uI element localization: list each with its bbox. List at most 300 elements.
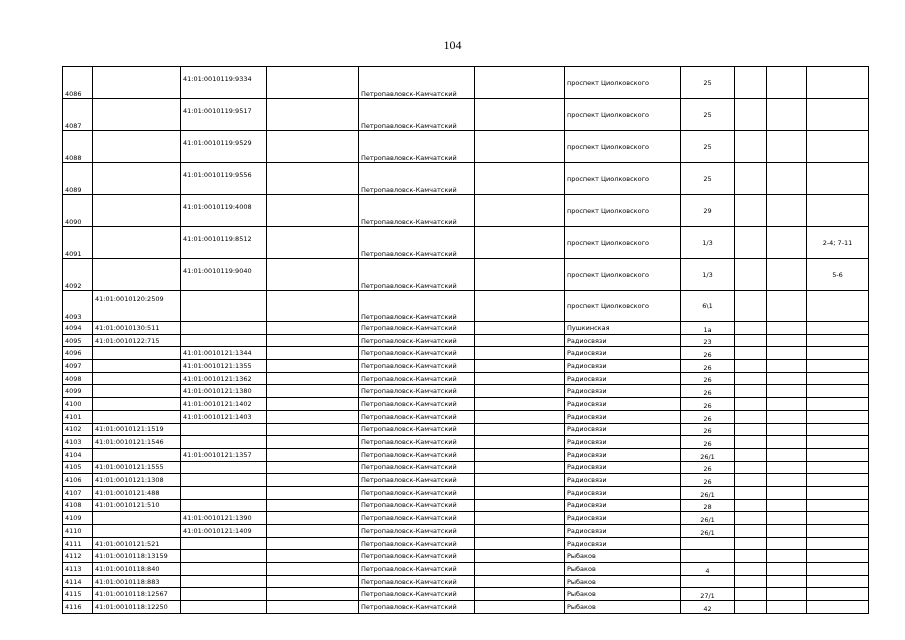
cadastral-number-1 [93,163,181,195]
house-cell: 25 [681,99,735,131]
cadastral-number-2: 41:01:0010119:9040 [181,259,267,291]
house-cell [681,537,735,550]
empty-cell [475,385,565,398]
extra-cell-1 [735,195,767,227]
empty-cell [267,461,359,474]
extra-cell-1 [735,550,767,563]
cadastral-number-1: 41:01:0010121:1308 [93,474,181,487]
table-row [63,131,869,163]
house-cell: 26/1 [681,512,735,525]
cadastral-number-2 [181,334,267,347]
street-cell: Радиосвязи [565,499,681,512]
street-cell: Радиосвязи [565,525,681,538]
city-cell: Петропавловск-Камчатский [359,601,475,614]
cadastral-number-1: 41:01:0010122:715 [93,334,181,347]
empty-cell [267,512,359,525]
extra-cell-3 [807,163,869,195]
extra-cell-1 [735,474,767,487]
empty-cell [475,436,565,449]
row-number: 4101 [63,410,93,423]
empty-cell [475,227,565,259]
house-cell: 28 [681,499,735,512]
extra-cell-3 [807,99,869,131]
extra-cell-3 [807,550,869,563]
extra-cell-2 [767,588,807,601]
cadastral-number-2: 41:01:0010121:1403 [181,410,267,423]
extra-cell-3 [807,398,869,411]
extra-cell-3 [807,385,869,398]
extra-cell-1 [735,385,767,398]
cadastral-number-1 [93,67,181,99]
extra-cell-3 [807,588,869,601]
extra-cell-2 [767,512,807,525]
cadastral-number-2: 41:01:0010121:1402 [181,398,267,411]
extra-cell-2 [767,563,807,576]
extra-cell-3 [807,131,869,163]
empty-cell [267,575,359,588]
city-cell: Петропавловск-Камчатский [359,512,475,525]
extra-cell-3 [807,436,869,449]
extra-cell-3 [807,334,869,347]
cadastral-number-1: 41:01:0010120:2509 [93,291,181,322]
extra-cell-2 [767,67,807,99]
empty-cell [475,423,565,436]
city-cell: Петропавловск-Камчатский [359,588,475,601]
empty-cell [475,550,565,563]
extra-cell-3 [807,563,869,576]
extra-cell-2 [767,195,807,227]
extra-cell-1 [735,67,767,99]
street-cell: проспект Циолковского [565,259,681,291]
city-cell: Петропавловск-Камчатский [359,525,475,538]
city-cell: Петропавловск-Камчатский [359,486,475,499]
extra-cell-1 [735,461,767,474]
house-cell: 26 [681,474,735,487]
cadastral-number-2: 41:01:0010119:4008 [181,195,267,227]
empty-cell [475,410,565,423]
extra-cell-1 [735,131,767,163]
cadastral-number-1: 41:01:0010121:1519 [93,423,181,436]
extra-cell-3 [807,525,869,538]
extra-cell-3 [807,537,869,550]
empty-cell [267,486,359,499]
cadastral-number-1 [93,99,181,131]
cadastral-number-2: 41:01:0010121:1362 [181,372,267,385]
row-number: 4106 [63,474,93,487]
street-cell: Рыбаков [565,588,681,601]
empty-cell [267,195,359,227]
row-number: 4100 [63,398,93,411]
cadastral-number-1 [93,360,181,373]
street-cell: проспект Циолковского [565,163,681,195]
empty-cell [267,227,359,259]
empty-cell [267,525,359,538]
extra-cell-1 [735,537,767,550]
empty-cell [475,486,565,499]
cadastral-number-2 [181,461,267,474]
empty-cell [475,259,565,291]
extra-cell-3 [807,410,869,423]
street-cell: Радиосвязи [565,347,681,360]
extra-cell-1 [735,512,767,525]
city-cell: Петропавловск-Камчатский [359,99,475,131]
empty-cell [267,334,359,347]
empty-cell [267,131,359,163]
cadastral-number-2 [181,322,267,335]
extra-cell-3 [807,372,869,385]
street-cell: проспект Циолковского [565,291,681,322]
extra-cell-1 [735,322,767,335]
empty-cell [475,588,565,601]
empty-cell [475,499,565,512]
extra-cell-1 [735,99,767,131]
table-row [63,385,869,398]
table-row [63,537,869,550]
house-cell: 4 [681,563,735,576]
extra-cell-3 [807,461,869,474]
extra-cell-2 [767,131,807,163]
house-cell: 23 [681,334,735,347]
table-row [63,227,869,259]
row-number: 4097 [63,360,93,373]
city-cell: Петропавловск-Камчатский [359,550,475,563]
table-row [63,163,869,195]
street-cell: Радиосвязи [565,398,681,411]
table-row [63,360,869,373]
extra-cell-2 [767,486,807,499]
empty-cell [267,436,359,449]
table-row [63,486,869,499]
extra-cell-1 [735,398,767,411]
empty-cell [267,601,359,614]
empty-cell [475,575,565,588]
cadastral-number-1: 41:01:0010121:1555 [93,461,181,474]
extra-cell-3 [807,474,869,487]
cadastral-number-1 [93,227,181,259]
empty-cell [267,398,359,411]
table-row [63,601,869,614]
extra-cell-1 [735,410,767,423]
cadastral-number-2 [181,588,267,601]
extra-cell-2 [767,227,807,259]
street-cell: проспект Циолковского [565,227,681,259]
empty-cell [475,99,565,131]
row-number: 4095 [63,334,93,347]
city-cell: Петропавловск-Камчатский [359,563,475,576]
extra-cell-1 [735,163,767,195]
cadastral-number-2: 41:01:0010119:8512 [181,227,267,259]
house-cell: 26 [681,398,735,411]
row-number: 4102 [63,423,93,436]
cadastral-number-1 [93,525,181,538]
cadastral-number-1: 41:01:0010121:521 [93,537,181,550]
cadastral-number-2 [181,563,267,576]
cadastral-number-2 [181,550,267,563]
table-row [63,436,869,449]
row-number: 4089 [63,163,93,195]
extra-cell-3 [807,360,869,373]
cadastral-number-2: 41:01:0010119:9334 [181,67,267,99]
house-cell: 26 [681,372,735,385]
row-number: 4109 [63,512,93,525]
extra-cell-2 [767,291,807,322]
empty-cell [267,588,359,601]
extra-cell-3 [807,448,869,461]
street-cell: Радиосвязи [565,334,681,347]
table-row [63,499,869,512]
row-number: 4087 [63,99,93,131]
city-cell: Петропавловск-Камчатский [359,227,475,259]
extra-cell-3: 2-4; 7-11 [807,227,869,259]
street-cell: Радиосвязи [565,537,681,550]
house-cell: 1/3 [681,227,735,259]
extra-cell-1 [735,563,767,576]
empty-cell [475,537,565,550]
cadastral-number-1: 41:01:0010118:883 [93,575,181,588]
table-row [63,291,869,322]
extra-cell-2 [767,163,807,195]
extra-cell-2 [767,601,807,614]
empty-cell [475,448,565,461]
extra-cell-1 [735,486,767,499]
street-cell: Радиосвязи [565,436,681,449]
extra-cell-2 [767,347,807,360]
empty-cell [475,474,565,487]
extra-cell-1 [735,372,767,385]
empty-cell [475,512,565,525]
extra-cell-1 [735,436,767,449]
empty-cell [267,259,359,291]
street-cell: Рыбаков [565,601,681,614]
page-number: 104 [443,38,462,52]
extra-cell-2 [767,259,807,291]
city-cell: Петропавловск-Камчатский [359,499,475,512]
street-cell: Рыбаков [565,563,681,576]
street-cell: проспект Циолковского [565,195,681,227]
empty-cell [475,372,565,385]
row-number: 4098 [63,372,93,385]
street-cell: проспект Циолковского [565,131,681,163]
table-row [63,347,869,360]
empty-cell [267,322,359,335]
table-row [63,259,869,291]
table-row [63,525,869,538]
empty-cell [267,474,359,487]
row-number: 4088 [63,131,93,163]
table-row [63,575,869,588]
cadastral-number-1 [93,131,181,163]
cadastral-number-2: 41:01:0010119:9529 [181,131,267,163]
city-cell: Петропавловск-Камчатский [359,163,475,195]
extra-cell-2 [767,410,807,423]
empty-cell [475,347,565,360]
cadastral-number-2 [181,486,267,499]
extra-cell-1 [735,601,767,614]
empty-cell [475,461,565,474]
table-row [63,474,869,487]
cadastral-number-2 [181,499,267,512]
cadastral-number-2 [181,601,267,614]
extra-cell-1 [735,259,767,291]
cadastral-number-2: 41:01:0010121:1409 [181,525,267,538]
cadastral-number-2: 41:01:0010121:1344 [181,347,267,360]
house-cell [681,575,735,588]
extra-cell-2 [767,575,807,588]
house-cell: 26/1 [681,448,735,461]
cadastral-number-2: 41:01:0010119:9517 [181,99,267,131]
empty-cell [475,334,565,347]
city-cell: Петропавловск-Камчатский [359,423,475,436]
empty-cell [267,385,359,398]
row-number: 4107 [63,486,93,499]
table-row [63,99,869,131]
extra-cell-1 [735,448,767,461]
city-cell: Петропавловск-Камчатский [359,259,475,291]
empty-cell [475,360,565,373]
cadastral-number-2 [181,436,267,449]
street-cell: Радиосвязи [565,486,681,499]
extra-cell-3 [807,347,869,360]
table-row [63,372,869,385]
row-number: 4092 [63,259,93,291]
empty-cell [267,163,359,195]
extra-cell-3: 5-6 [807,259,869,291]
empty-cell [475,291,565,322]
city-cell: Петропавловск-Камчатский [359,398,475,411]
row-number: 4114 [63,575,93,588]
house-cell: 6\1 [681,291,735,322]
house-cell: 26 [681,347,735,360]
house-cell: 25 [681,131,735,163]
empty-cell [475,525,565,538]
extra-cell-2 [767,372,807,385]
extra-cell-1 [735,334,767,347]
house-cell: 26 [681,436,735,449]
cadastral-number-1 [93,448,181,461]
house-cell: 25 [681,163,735,195]
extra-cell-2 [767,525,807,538]
table-row [63,67,869,99]
cadastral-number-1: 41:01:0010118:12250 [93,601,181,614]
extra-cell-1 [735,291,767,322]
table-row [63,423,869,436]
table-row [63,461,869,474]
extra-cell-3 [807,486,869,499]
row-number: 4110 [63,525,93,538]
house-cell: 26/1 [681,486,735,499]
row-number: 4093 [63,291,93,322]
row-number: 4086 [63,67,93,99]
extra-cell-3 [807,195,869,227]
empty-cell [475,163,565,195]
cadastral-number-2 [181,575,267,588]
city-cell: Петропавловск-Камчатский [359,360,475,373]
city-cell: Петропавловск-Камчатский [359,372,475,385]
cadastral-number-1: 41:01:0010121:510 [93,499,181,512]
extra-cell-2 [767,550,807,563]
house-cell: 26 [681,385,735,398]
table-row [63,322,869,335]
city-cell: Петропавловск-Камчатский [359,410,475,423]
empty-cell [267,537,359,550]
extra-cell-2 [767,398,807,411]
street-cell: Радиосвязи [565,372,681,385]
extra-cell-1 [735,360,767,373]
city-cell: Петропавловск-Камчатский [359,291,475,322]
street-cell: Радиосвязи [565,461,681,474]
extra-cell-3 [807,575,869,588]
empty-cell [267,448,359,461]
extra-cell-2 [767,461,807,474]
house-cell: 26 [681,461,735,474]
row-number: 4115 [63,588,93,601]
row-number: 4113 [63,563,93,576]
extra-cell-2 [767,99,807,131]
extra-cell-2 [767,474,807,487]
cadastral-number-2: 41:01:0010121:1357 [181,448,267,461]
cadastral-number-2 [181,474,267,487]
empty-cell [475,398,565,411]
house-cell: 42 [681,601,735,614]
city-cell: Петропавловск-Камчатский [359,322,475,335]
cadastral-number-1 [93,410,181,423]
empty-cell [267,499,359,512]
row-number: 4096 [63,347,93,360]
street-cell: Радиосвязи [565,385,681,398]
empty-cell [267,291,359,322]
street-cell: Рыбаков [565,575,681,588]
extra-cell-2 [767,423,807,436]
empty-cell [475,131,565,163]
empty-cell [267,99,359,131]
row-number: 4111 [63,537,93,550]
row-number: 4103 [63,436,93,449]
cadastral-number-2: 41:01:0010121:1390 [181,512,267,525]
extra-cell-1 [735,575,767,588]
cadastral-number-1 [93,512,181,525]
cadastral-number-1: 41:01:0010121:488 [93,486,181,499]
house-cell: 27/1 [681,588,735,601]
row-number: 4105 [63,461,93,474]
row-number: 4116 [63,601,93,614]
cadastral-number-1 [93,398,181,411]
extra-cell-3 [807,512,869,525]
cadastral-number-2 [181,291,267,322]
city-cell: Петропавловск-Камчатский [359,537,475,550]
house-cell: 26 [681,423,735,436]
empty-cell [475,563,565,576]
extra-cell-3 [807,291,869,322]
street-cell: Радиосвязи [565,512,681,525]
extra-cell-1 [735,227,767,259]
cadastral-number-1 [93,259,181,291]
table-row [63,334,869,347]
empty-cell [475,67,565,99]
city-cell: Петропавловск-Камчатский [359,67,475,99]
street-cell: Рыбаков [565,550,681,563]
cadastral-number-1: 41:01:0010121:1546 [93,436,181,449]
extra-cell-2 [767,436,807,449]
house-cell: 26/1 [681,525,735,538]
extra-cell-2 [767,537,807,550]
extra-cell-1 [735,423,767,436]
extra-cell-2 [767,322,807,335]
empty-cell [267,347,359,360]
empty-cell [267,360,359,373]
cadastral-number-2 [181,537,267,550]
house-cell: 1/3 [681,259,735,291]
empty-cell [267,372,359,385]
